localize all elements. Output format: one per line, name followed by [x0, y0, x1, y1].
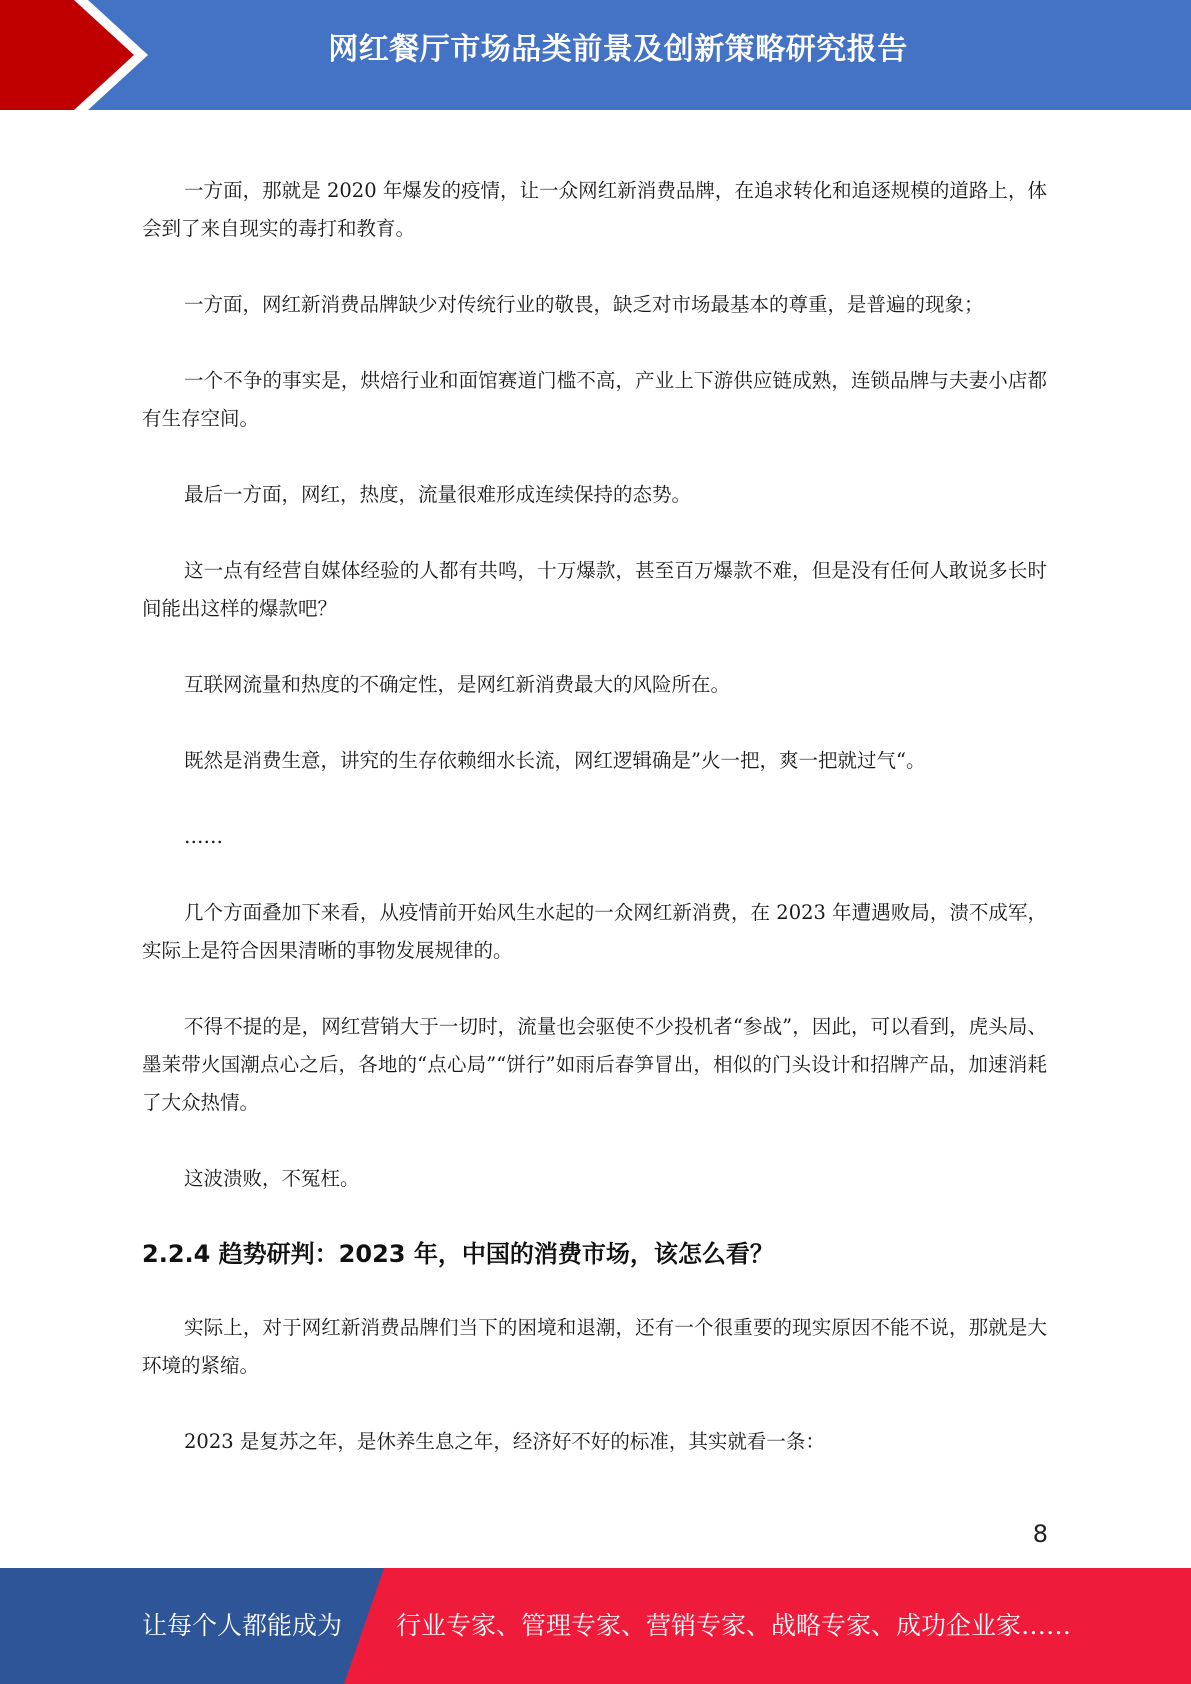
- paragraph: 既然是消费生意，讲究的生存依赖细水长流，网红逻辑确是”火一把，爽一把就过气“。: [184, 749, 926, 772]
- footer-slogan-right: 行业专家、管理专家、营销专家、战略专家、成功企业家……: [396, 1611, 1072, 1640]
- header-title: 网红餐厅市场品类前景及创新策略研究报告: [328, 32, 908, 67]
- paragraph: 一个不争的事实是，烘焙行业和面馆赛道门槛不高，产业上下游供应链成熟，连锁品牌与夫妻小店都有生存空间。: [142, 369, 1047, 430]
- paragraph: 2023 是复苏之年，是休养生息之年，经济好不好的标准，其实就看一条：: [184, 1430, 825, 1453]
- section-heading: 2.2.4 趋势研判：2023 年，中国的消费市场，该怎么看？: [142, 1240, 774, 1268]
- paragraph: 这波溃败，不冤枉。: [184, 1167, 360, 1190]
- paragraph: 几个方面叠加下来看，从疫情前开始风生水起的一众网红新消费，在 2023 年遭遇败局，溃不成军，实际上是符合因果清晰的事物发展规律的。: [142, 901, 1047, 962]
- footer-slogan-left: 让每个人都能成为: [142, 1611, 343, 1640]
- ellipsis-paragraph: ……: [184, 825, 223, 848]
- page-number: 8: [1032, 1520, 1048, 1548]
- main-content: [142, 172, 1047, 1499]
- paragraph: 最后一方面，网红，热度，流量很难形成连续保持的态势。: [184, 483, 692, 506]
- footer-banner: [0, 1568, 1191, 1684]
- paragraph: 一方面，那就是 2020 年爆发的疫情，让一众网红新消费品牌，在追求转化和追逐规模的道路上，体会到了来自现实的毒打和教育。: [142, 179, 1047, 240]
- paragraph: 这一点有经营自媒体经验的人都有共鸣，十万爆款，甚至百万爆款不难，但是没有任何人敢说多长时间能出这样的爆款吧？: [142, 559, 1047, 620]
- paragraph: 实际上，对于网红新消费品牌们当下的困境和退潮，还有一个很重要的现实原因不能不说，那就是大环境的紧缩。: [142, 1316, 1047, 1377]
- header-banner: [0, 0, 1191, 111]
- paragraph: 一方面，网红新消费品牌缺少对传统行业的敬畏，缺乏对市场最基本的尊重，是普遍的现象；: [184, 293, 984, 316]
- paragraph: 不得不提的是，网红营销大于一切时，流量也会驱使不少投机者“参战”，因此，可以看到，虎头局、墨茉带火国潮点心之后，各地的“点心局”“饼行”如雨后春笋冒出，相似的门头设计和招牌产品，加速消耗了大众热情。: [142, 1015, 1047, 1114]
- paragraph: 互联网流量和热度的不确定性，是网红新消费最大的风险所在。: [184, 673, 731, 696]
